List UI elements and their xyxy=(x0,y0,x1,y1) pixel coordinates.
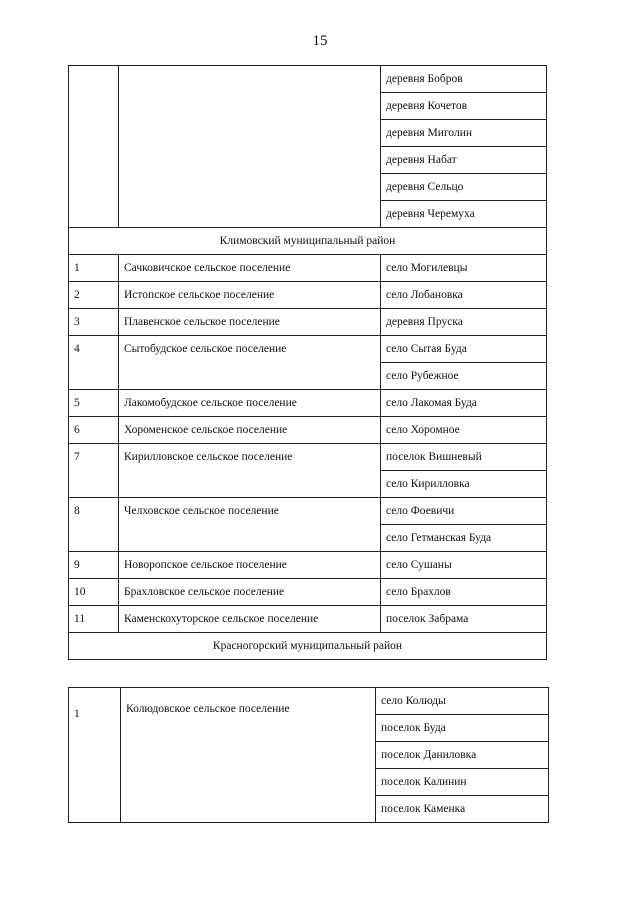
settlement-cell: Новоропское сельское поселение xyxy=(119,552,381,579)
num-cell: 7 xyxy=(69,444,119,498)
settlement-cell: Истопское сельское поселение xyxy=(119,282,381,309)
village-cell: село Сытая Буда xyxy=(381,336,547,363)
village-cell: поселок Забрама xyxy=(381,606,547,633)
num-cell: 1 xyxy=(69,688,121,823)
num-cell: 4 xyxy=(69,336,119,390)
settlement-cell: Сачковичское сельское поселение xyxy=(119,255,381,282)
village-cell: село Рубежное xyxy=(381,363,547,390)
district-header-row xyxy=(69,633,547,660)
table-row xyxy=(69,417,547,444)
settlement-cell: Кирилловское сельское поселение xyxy=(119,444,381,498)
village-cell: село Кирилловка xyxy=(381,471,547,498)
num-cell: 5 xyxy=(69,390,119,417)
table-row xyxy=(69,309,547,336)
num-cell: 6 xyxy=(69,417,119,444)
table-row xyxy=(69,255,547,282)
table-row xyxy=(69,498,547,525)
settlement-cell: Челховское сельское поселение xyxy=(119,498,381,552)
village-cell: поселок Вишневый xyxy=(381,444,547,471)
village-cell: поселок Каменка xyxy=(376,796,549,823)
village-cell: село Брахлов xyxy=(381,579,547,606)
village-cell: село Сушаны xyxy=(381,552,547,579)
table-row xyxy=(69,66,547,93)
settlement-cell: Сытобудское сельское поселение xyxy=(119,336,381,390)
num-cell: 2 xyxy=(69,282,119,309)
table-row xyxy=(69,444,547,471)
village-cell: деревня Кочетов xyxy=(381,93,547,120)
table-row xyxy=(69,688,549,715)
num-cell xyxy=(69,66,119,228)
num-cell: 1 xyxy=(69,255,119,282)
table-row xyxy=(69,336,547,363)
village-cell: деревня Миголин xyxy=(381,120,547,147)
village-cell: деревня Бобров xyxy=(381,66,547,93)
table-row xyxy=(69,606,547,633)
num-cell: 9 xyxy=(69,552,119,579)
table-row xyxy=(69,282,547,309)
village-cell: село Могилевцы xyxy=(381,255,547,282)
settlement-cell: Каменскохуторское сельское поселение xyxy=(119,606,381,633)
table-row xyxy=(69,552,547,579)
num-cell: 8 xyxy=(69,498,119,552)
settlements-table xyxy=(68,65,547,660)
district-title: Красногорский муниципальный район xyxy=(69,633,547,660)
village-cell: деревня Пруска xyxy=(381,309,547,336)
village-cell: село Колюды xyxy=(376,688,549,715)
district-header-row xyxy=(69,228,547,255)
village-cell: деревня Набат xyxy=(381,147,547,174)
page-number: 15 xyxy=(312,33,328,49)
village-cell: село Лакомая Буда xyxy=(381,390,547,417)
num-cell: 3 xyxy=(69,309,119,336)
krasnogorsky-table xyxy=(68,687,549,823)
settlement-cell: Плавенское сельское поселение xyxy=(119,309,381,336)
settlement-cell xyxy=(119,66,381,228)
num-cell: 10 xyxy=(69,579,119,606)
village-cell: село Хоромное xyxy=(381,417,547,444)
district-title: Климовский муниципальный район xyxy=(69,228,547,255)
num-cell: 11 xyxy=(69,606,119,633)
village-cell: село Лобановка xyxy=(381,282,547,309)
village-cell: село Фоевичи xyxy=(381,498,547,525)
table-row xyxy=(69,390,547,417)
settlement-cell: Лакомобудское сельское поселение xyxy=(119,390,381,417)
village-cell: деревня Сельцо xyxy=(381,174,547,201)
village-cell: поселок Даниловка xyxy=(376,742,549,769)
village-cell: поселок Буда xyxy=(376,715,549,742)
settlement-cell: Брахловское сельское поселение xyxy=(119,579,381,606)
village-cell: деревня Черемуха xyxy=(381,201,547,228)
village-cell: село Гетманская Буда xyxy=(381,525,547,552)
settlement-cell: Хороменское сельское поселение xyxy=(119,417,381,444)
village-cell: поселок Калинин xyxy=(376,769,549,796)
table-row xyxy=(69,579,547,606)
settlement-cell: Колюдовское сельское поселение xyxy=(121,688,376,823)
